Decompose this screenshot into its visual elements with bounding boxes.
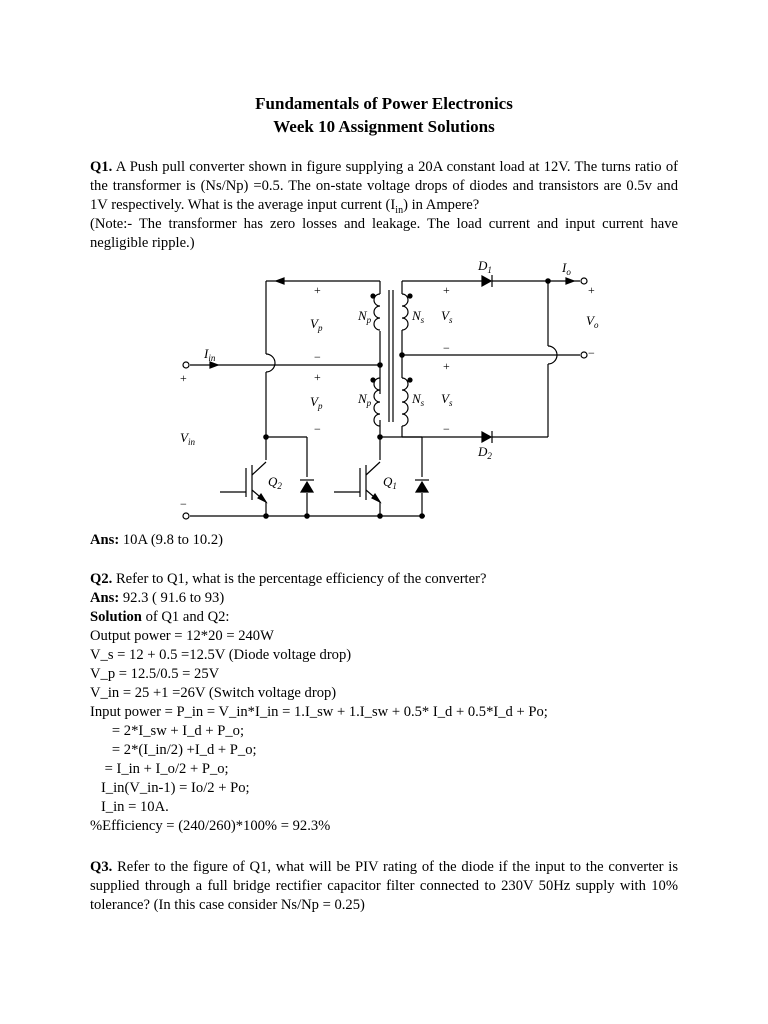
solution-line: Output power = 12*20 = 240W xyxy=(90,628,274,644)
answer-2: Ans: 92.3 ( 91.6 to 93) xyxy=(90,590,225,606)
question-2: Q2. Refer to Q1, what is the percentage efficiency of the converter? xyxy=(90,571,487,587)
document-title: Fundamentals of Power Electronics xyxy=(255,94,513,113)
answer-1: Ans: 10A (9.8 to 10.2) xyxy=(90,532,223,548)
vp-top-label: $V_p$ xyxy=(310,316,323,333)
document-subtitle: Week 10 Assignment Solutions xyxy=(273,117,495,136)
np-top-label: $N_p$ xyxy=(358,308,372,325)
question-1-text-end: ) in Ampere? xyxy=(403,197,480,213)
vs-top-plus: + xyxy=(443,283,450,297)
solution-line: = 2*(I_in/2) +I_d + P_o; xyxy=(90,742,257,758)
question-1-label: Q1. xyxy=(90,159,113,175)
vo-plus: + xyxy=(588,283,595,297)
vp-bottom-plus: + xyxy=(314,370,321,384)
question-1-note: (Note:- The transformer has zero losses and leakage. The load current and input current have negligible ripple.) xyxy=(90,216,678,251)
io-label: $I_o$ xyxy=(562,260,571,277)
vs-bottom-minus: − xyxy=(443,422,450,436)
solution-line: %Efficiency = (240/260)*100% = 92.3% xyxy=(90,818,331,834)
vs-bottom-label: $V_s$ xyxy=(441,391,453,408)
vin-plus: + xyxy=(180,371,187,385)
question-3: Q3. Refer to the figure of Q1, what will be PIV rating of the diode if the input to the converter is supplied through a full bridge rectifier capacitor filter connected to 230V 50Hz supply with 10% tolerance? (In this case consider Ns/Np = 0.25) xyxy=(90,859,678,913)
vp-bottom-minus: − xyxy=(314,422,321,436)
input-current-symbol: $I_{in}$ xyxy=(390,197,404,216)
solution-heading: Solution of Q1 and Q2: xyxy=(90,609,230,625)
solution-line: V_p = 12.5/0.5 = 25V xyxy=(90,666,220,682)
d2-label: $D_2$ xyxy=(478,444,492,461)
solution-line: I_in = 10A. xyxy=(90,799,169,815)
vo-label: $V_o$ xyxy=(586,313,599,330)
ns-bottom-label: $N_s$ xyxy=(412,391,425,408)
np-bottom-label: $N_p$ xyxy=(358,391,372,408)
q2-label: $Q_2$ xyxy=(268,474,282,491)
solution-line: I_in(V_in-1) = Io/2 + Po; xyxy=(90,780,250,796)
vs-top-minus: − xyxy=(443,341,450,355)
vo-minus: − xyxy=(588,346,595,360)
vp-top-minus: − xyxy=(314,350,321,364)
solution-line: V_in = 25 +1 =26V (Switch voltage drop) xyxy=(90,685,337,701)
solution-line: Input power = P_in = V_in*I_in = 1.I_sw + 1.I_sw + 0.5* I_d + 0.5*I_d + Po; xyxy=(90,704,548,720)
vs-top-label: $V_s$ xyxy=(441,308,453,325)
solution-line: = I_in + I_o/2 + P_o; xyxy=(90,761,229,777)
vin-label: $V_{in}$ xyxy=(180,430,195,447)
vin-minus: − xyxy=(180,497,187,511)
question-1-text: A Push pull converter shown in figure supplying a 20A constant load at 12V. The turns ratio of the transformer is (Ns/Np) =0.5. The on-state voltage drops of diodes and transistors are 0.5v and 1V respectively. What is the average input current ( xyxy=(90,159,678,213)
solution-line: = 2*I_sw + I_d + P_o; xyxy=(90,723,245,739)
solution-line: V_s = 12 + 0.5 =12.5V (Diode voltage drop) xyxy=(90,647,352,663)
vs-bottom-plus: + xyxy=(443,359,450,373)
q1-label: $Q_1$ xyxy=(383,474,397,491)
ns-top-label: $N_s$ xyxy=(412,308,425,325)
iin-label: $I_{in}$ xyxy=(204,346,216,363)
vp-bottom-label: $V_p$ xyxy=(310,394,323,411)
vp-top-plus: + xyxy=(314,283,321,297)
d1-label: $D_1$ xyxy=(478,258,492,275)
